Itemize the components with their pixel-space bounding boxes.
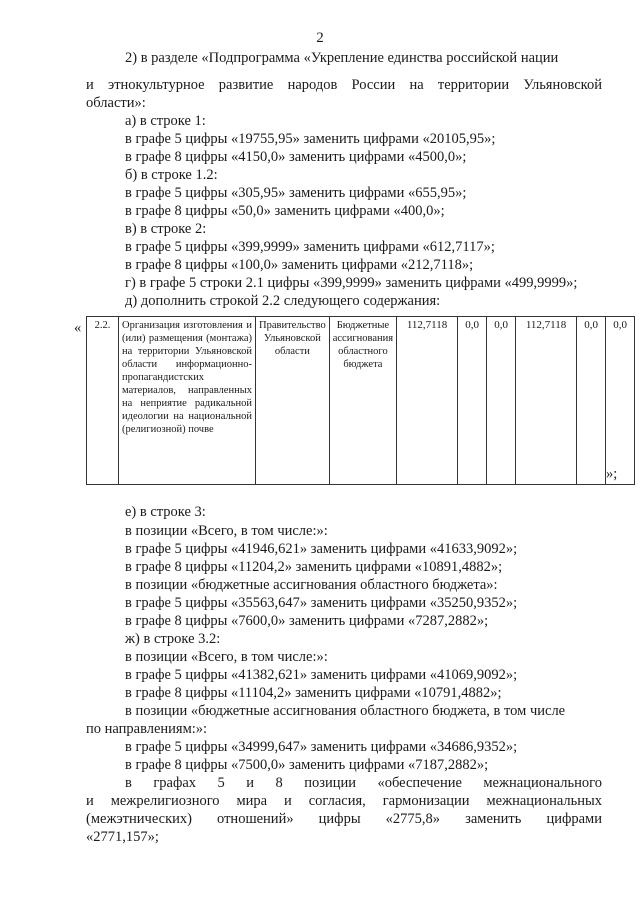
- item-e: е) в строке 3:: [125, 504, 206, 520]
- item-b: б) в строке 1.2:: [125, 167, 218, 183]
- row-value-4: 112,7118: [516, 317, 577, 485]
- item-e-budget-col5: в графе 5 цифры «35563,647» заменить цифрами «35250,9352»;: [125, 595, 518, 611]
- closing-line-2: и межрелигиозного мира и согласия, гармонизации межнациональных: [86, 793, 602, 809]
- inserted-row-table: [86, 316, 635, 485]
- open-quote: «: [74, 320, 82, 336]
- item-e-col8: в графе 8 цифры «11204,2» заменить цифрами «10891,4882»;: [125, 559, 503, 575]
- row-name: Организация изготовления и (или) размещения (монтажа) на территории Ульяновской области информационно-пропагандистских материалов, направленных на неприятие радикальной идеологии на национальной (религиозной) почве: [119, 317, 256, 485]
- row-value-3: 0,0: [487, 317, 516, 485]
- item-b-col5: в графе 5 цифры «305,95» заменить цифрами «655,95»;: [125, 185, 467, 201]
- intro-line-1: 2) в разделе «Подпрограмма «Укрепление единства российской нации: [125, 50, 559, 66]
- item-zh-total: в позиции «Всего, в том числе:»:: [125, 649, 328, 665]
- close-quote: »;: [606, 466, 618, 482]
- row-value-2: 0,0: [458, 317, 487, 485]
- item-zh-col8: в графе 8 цифры «11104,2» заменить цифрами «10791,4882»;: [125, 685, 502, 701]
- closing-line-1: в графах 5 и 8 позиции «обеспечение межнационального: [125, 775, 602, 791]
- intro-line-2: и этнокультурное развитие народов России на территории Ульяновской: [86, 77, 602, 93]
- budget-direction-line-1: в позиции «бюджетные ассигнования областного бюджета, в том числе: [125, 703, 566, 719]
- table-row: [87, 317, 635, 485]
- row-value-6: 0,0: [606, 317, 635, 485]
- item-a-col5: в графе 5 цифры «19755,95» заменить цифрами «20105,95»;: [125, 131, 496, 147]
- closing-line-4: «2771,157»;: [86, 829, 159, 845]
- budget-direction-line-2: по направлениям:»:: [86, 721, 208, 737]
- row-number: 2.2.: [87, 317, 119, 485]
- item-e-budget-col8: в графе 8 цифры «7600,0» заменить цифрами «7287,2882»;: [125, 613, 489, 629]
- item-v-col8: в графе 8 цифры «100,0» заменить цифрами «212,7118»;: [125, 257, 474, 273]
- item-g: г) в графе 5 строки 2.1 цифры «399,9999» заменить цифрами «499,9999»;: [125, 275, 578, 291]
- final-col5: в графе 5 цифры «34999,647» заменить цифрами «34686,9352»;: [125, 739, 518, 755]
- item-d: д) дополнить строкой 2.2 следующего содержания:: [125, 293, 441, 309]
- closing-line-3: (межэтнических) отношений» цифры «2775,8» заменить цифрами: [86, 811, 602, 827]
- item-b-col8: в графе 8 цифры «50,0» заменить цифрами «400,0»;: [125, 203, 445, 219]
- item-e-total: в позиции «Всего, в том числе:»:: [125, 523, 328, 539]
- row-value-total: 112,7118: [397, 317, 458, 485]
- row-value-5: 0,0: [577, 317, 606, 485]
- item-zh: ж) в строке 3.2:: [125, 631, 221, 647]
- row-source: Бюджетные ассигнования областного бюджета: [329, 317, 396, 485]
- final-col8: в графе 8 цифры «7500,0» заменить цифрами «7187,2882»;: [125, 757, 489, 773]
- item-a-col8: в графе 8 цифры «4150,0» заменить цифрами «4500,0»;: [125, 149, 467, 165]
- row-executor: Правительство Ульяновской области: [256, 317, 330, 485]
- page-number: 2: [316, 30, 324, 46]
- item-e-budget: в позиции «бюджетные ассигнования областного бюджета»:: [125, 577, 498, 593]
- intro-line-3: области»:: [86, 95, 146, 111]
- item-v-col5: в графе 5 цифры «399,9999» заменить цифрами «612,7117»;: [125, 239, 495, 255]
- item-e-col5: в графе 5 цифры «41946,621» заменить цифрами «41633,9092»;: [125, 541, 518, 557]
- item-v: в) в строке 2:: [125, 221, 207, 237]
- item-a: а) в строке 1:: [125, 113, 206, 129]
- item-zh-col5: в графе 5 цифры «41382,621» заменить цифрами «41069,9092»;: [125, 667, 518, 683]
